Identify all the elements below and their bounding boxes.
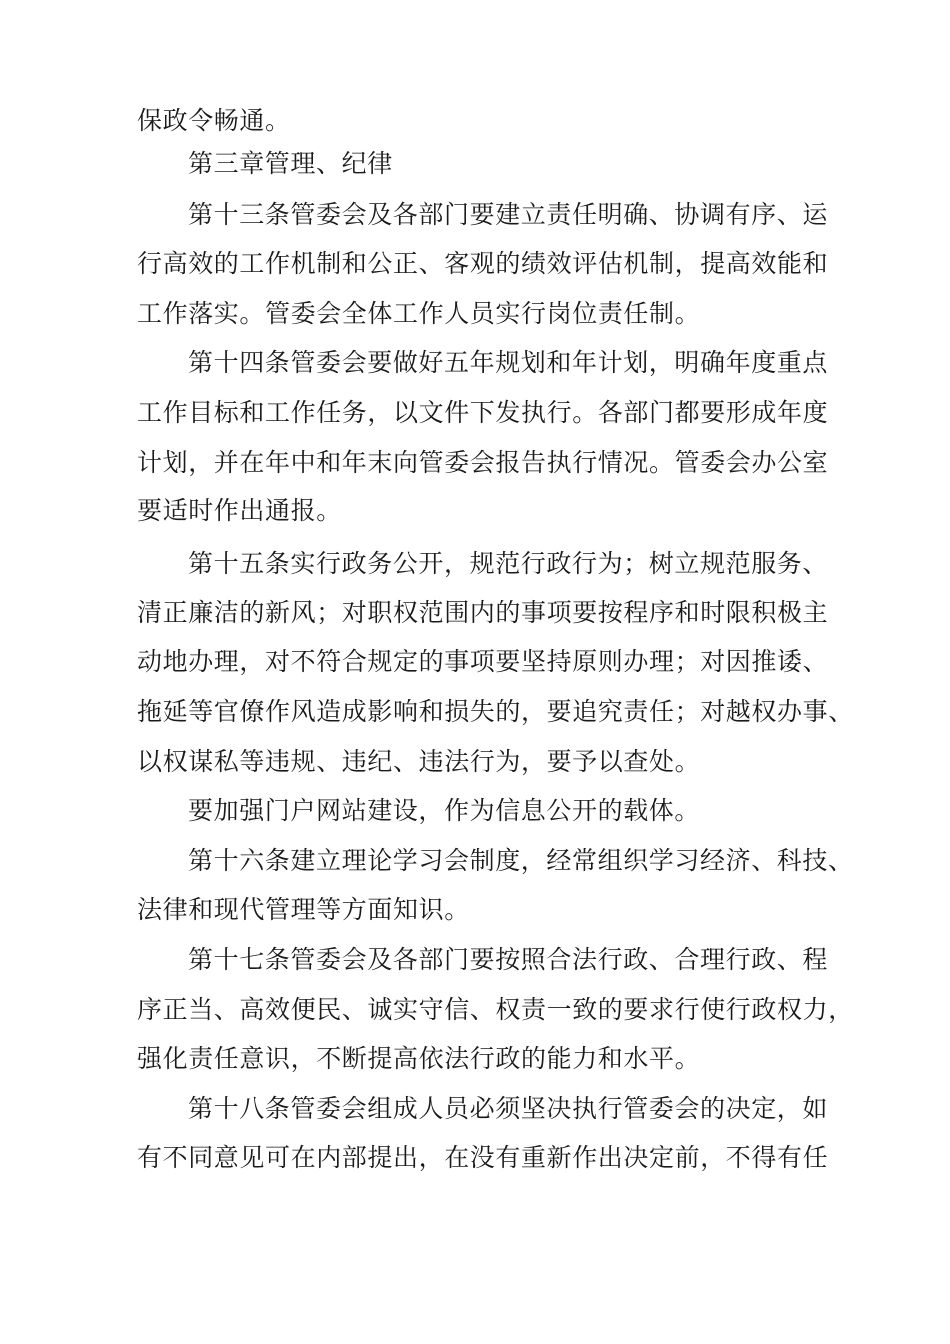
text-line: 有不同意见可在内部提出，在没有重新作出决定前，不得有任 xyxy=(137,1143,829,1172)
text-line: 法律和现代管理等方面知识。 xyxy=(137,895,470,924)
text-line: 以权谋私等违规、违纪、违法行为，要予以查处。 xyxy=(137,747,701,776)
text-line: 保政令畅通。 xyxy=(137,106,291,135)
text-line: 第十七条管委会及各部门要按照合法行政、合理行政、程 xyxy=(188,945,829,974)
text-line: 第十五条实行政务公开，规范行政行为；树立规范服务、 xyxy=(188,549,829,578)
text-line: 清正廉洁的新风；对职权范围内的事项要按程序和时限积极主 xyxy=(137,598,829,627)
text-line: 行高效的工作机制和公正、客观的绩效评估机制，提高效能和 xyxy=(137,249,829,278)
text-line: 第十三条管委会及各部门要建立责任明确、协调有序、运 xyxy=(188,200,829,229)
chapter-heading: 第三章管理、纪律 xyxy=(188,149,393,178)
text-line: 拖延等官僚作风造成影响和损失的，要追究责任；对越权办事、 xyxy=(137,697,854,726)
text-line: 序正当、高效便民、诚实守信、权责一致的要求行使行政权力， xyxy=(137,995,854,1024)
text-line: 第十四条管委会要做好五年规划和年计划，明确年度重点 xyxy=(188,348,829,377)
text-line: 要加强门户网站建设，作为信息公开的载体。 xyxy=(188,796,701,825)
text-line: 强化责任意识，不断提高依法行政的能力和水平。 xyxy=(137,1044,701,1073)
text-line: 动地办理，对不符合规定的事项要坚持原则办理；对因推诿、 xyxy=(137,647,829,676)
text-line: 工作落实。管委会全体工作人员实行岗位责任制。 xyxy=(137,299,701,328)
text-line: 第十六条建立理论学习会制度，经常组织学习经济、科技、 xyxy=(188,846,854,875)
text-line: 要适时作出通报。 xyxy=(137,496,342,525)
text-line: 工作目标和工作任务，以文件下发执行。各部门都要形成年度 xyxy=(137,398,829,427)
text-line: 计划，并在年中和年末向管委会报告执行情况。管委会办公室 xyxy=(137,448,829,477)
text-line: 第十八条管委会组成人员必须坚决执行管委会的决定，如 xyxy=(188,1094,829,1123)
